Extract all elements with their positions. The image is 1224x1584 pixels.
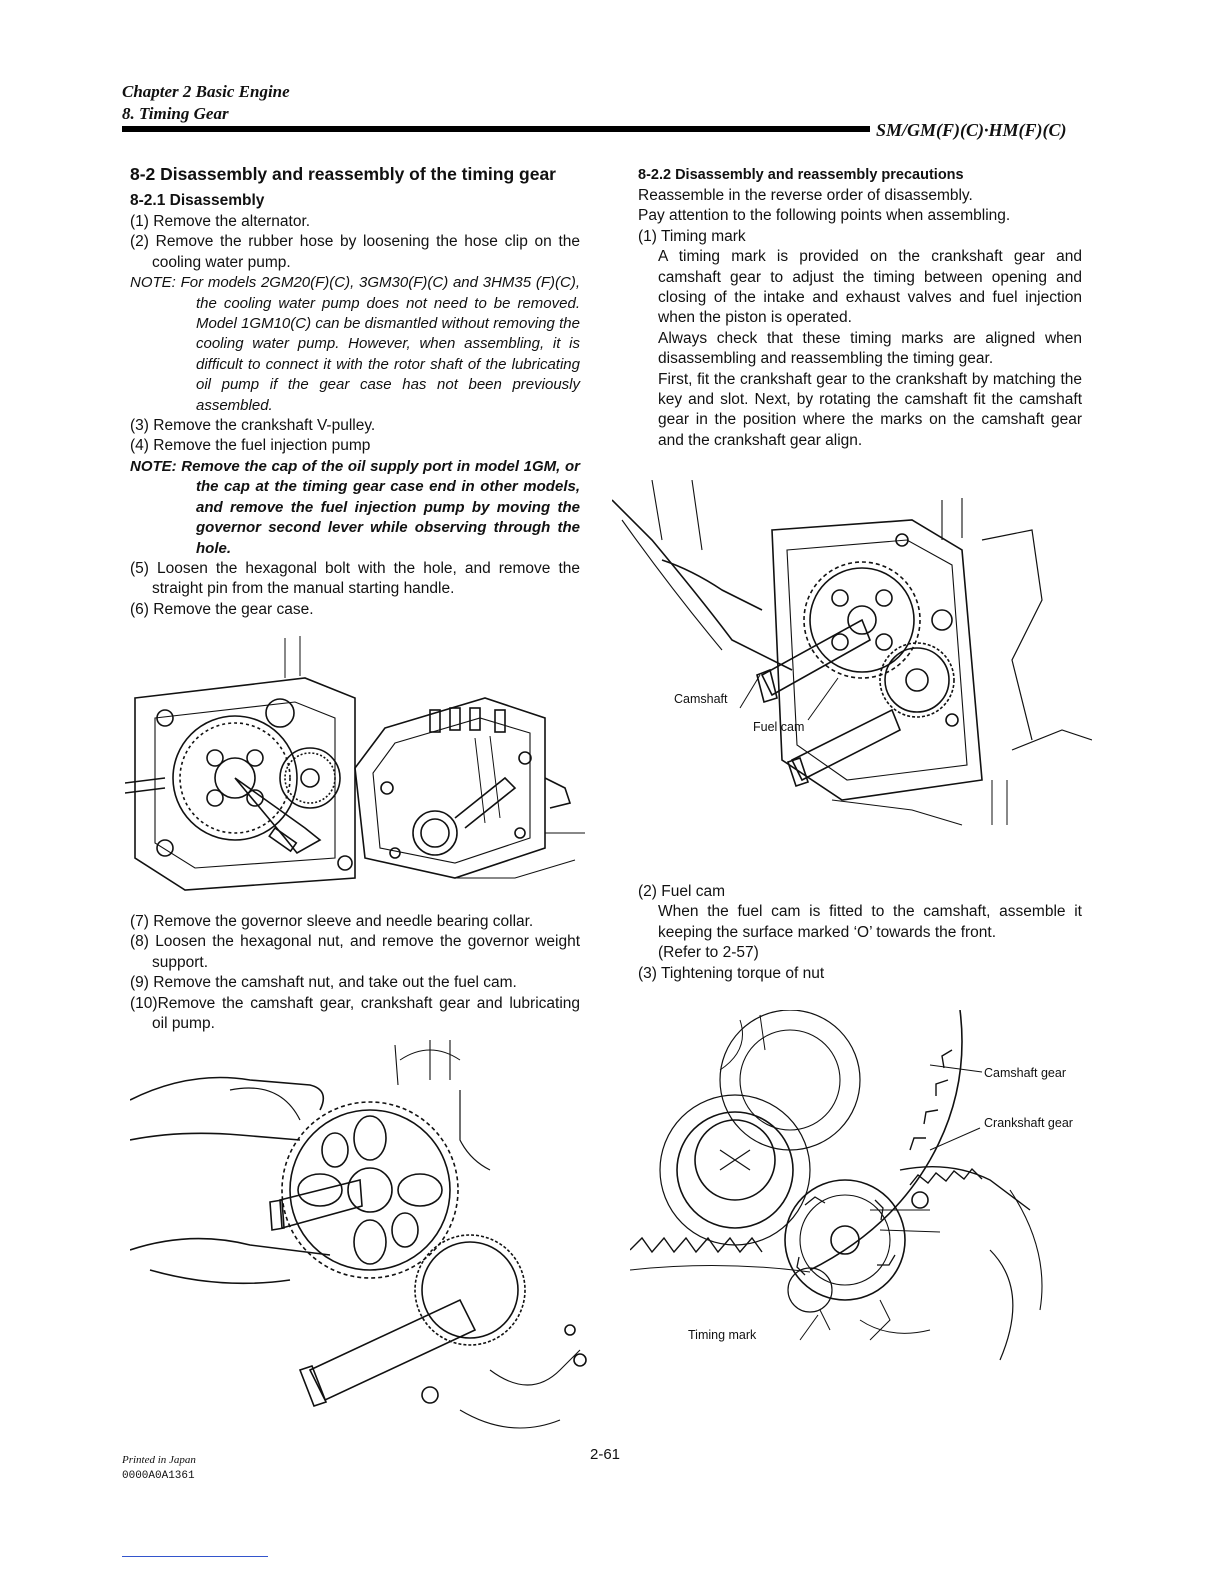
label-timing-mark: Timing mark <box>688 1328 757 1342</box>
label-camshaft: Camshaft <box>674 692 728 706</box>
section-heading: 8-2 Disassembly and reassembly of the timing gear <box>130 164 556 184</box>
item-1-paragraph-3: First, fit the crankshaft gear to the crankshaft by matching the key and slot. Next, by rotating the camshaft fit the camshaft gear in the position where the marks on the camshaft gear and the crankshaft gear align. <box>658 370 1082 449</box>
label-fuel-cam: Fuel cam <box>753 720 805 734</box>
section-title: 8. Timing Gear <box>122 104 229 123</box>
step-5: (5) Loosen the hexagonal bolt with the hole, and remove the straight pin from the manual starting handle. <box>130 559 580 598</box>
subsection-heading-disassembly: 8-2.1 Disassembly <box>130 192 265 209</box>
step-6: (6) Remove the gear case. <box>130 600 314 618</box>
note-injection-pump: NOTE: Remove the cap of the oil supply port in model 1GM, or the cap at the timing gear case end in other models, and remove the fuel injection pump by moving the governor second lever while observing through the hole. <box>130 457 580 557</box>
left-column-top <box>130 162 580 620</box>
step-7: (7) Remove the governor sleeve and needle bearing collar. <box>130 913 534 930</box>
label-crankshaft-gear: Crankshaft gear <box>984 1116 1073 1130</box>
step-4: (4) Remove the fuel injection pump <box>130 437 371 455</box>
subsection-heading-precautions: 8-2.2 Disassembly and reassembly precautions <box>638 167 964 183</box>
note-cooling-pump: NOTE: For models 2GM20(F)(C), 3GM30(F)(C) and 3HM35 (F)(C), the cooling water pump does not need to be removed. Model 1GM10(C) can be dismantled without removing the cooling water pump. However, when assembling, it is difficult to connect it with the rotor shaft of the lubricating oil pump if the gear case has not been previously assembled. <box>130 274 580 414</box>
figure-camshaft-gear-removal <box>130 1040 600 1440</box>
step-8: (8) Loosen the hexagonal nut, and remove the governor weight support. <box>130 933 580 971</box>
step-9: (9) Remove the camshaft nut, and take out the fuel cam. <box>130 974 517 992</box>
page-number: 2-61 <box>590 1446 621 1463</box>
step-3: (3) Remove the crankshaft V-pulley. <box>130 417 376 435</box>
model-designation: SM/GM(F)(C)·HM(F)(C) <box>876 120 1067 140</box>
step-2: (2) Remove the rubber hose by loosening the hose clip on the cooling water pump. <box>130 233 580 271</box>
intro-attention: Pay attention to the following points when assembling. <box>638 207 1011 225</box>
item-2-paragraph: When the fuel cam is fitted to the camshaft, assemble it keeping the surface marked ‘O’ towards the front. <box>658 903 1082 941</box>
figure-gear-case-removal <box>125 628 585 906</box>
step-10: (10)Remove the camshaft gear, crankshaft gear and lubricating oil pump. <box>130 994 580 1033</box>
bottom-rule <box>122 1556 268 1557</box>
header-rule <box>122 126 870 132</box>
intro-reverse-order: Reassemble in the reverse order of disassembly. <box>638 187 973 204</box>
printed-in-japan: Printed in Japan <box>122 1454 196 1466</box>
document-code: 0000A0A1361 <box>122 1470 195 1482</box>
item-1-paragraph-2: Always check that these timing marks are aligned when disassembling and reassembling the timing gear. <box>658 329 1082 368</box>
step-1: (1) Remove the alternator. <box>130 213 311 230</box>
label-camshaft-gear: Camshaft gear <box>984 1066 1066 1080</box>
left-column-bottom <box>130 912 580 1034</box>
figure-timing-mark <box>630 1010 1090 1370</box>
item-2-title: (2) Fuel cam <box>638 883 725 900</box>
right-column-top <box>638 164 1082 451</box>
item-1-title: (1) Timing mark <box>638 227 746 245</box>
figure-camshaft-fuel-cam <box>612 480 1092 830</box>
item-3-title: (3) Tightening torque of nut <box>638 964 825 982</box>
chapter-title: Chapter 2 Basic Engine <box>122 82 290 101</box>
item-1-paragraph-1: A timing mark is provided on the crankshaft gear and camshaft gear to adjust the timing between opening and closing of the intake and exhaust valves and fuel injection when the piston is operated. <box>658 248 1082 327</box>
item-2-reference: (Refer to 2-57) <box>658 944 759 962</box>
right-column-bottom <box>638 882 1082 984</box>
